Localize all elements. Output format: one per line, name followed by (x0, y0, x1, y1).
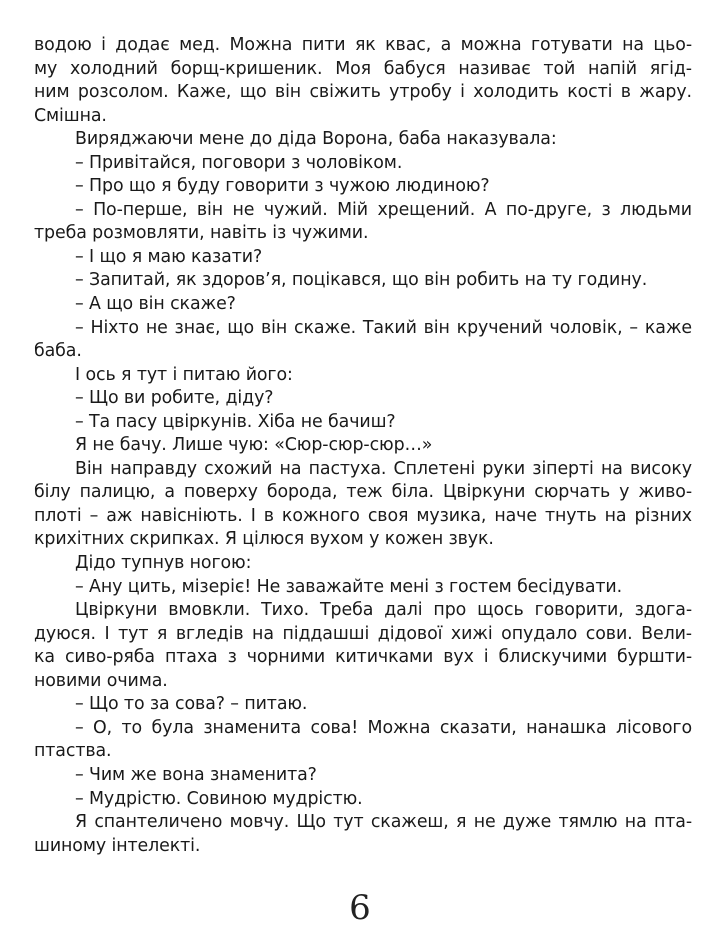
text-line: Я не бачу. Лише чую: «Сюр-сюр-сюр…» (75, 435, 433, 456)
text-line: ка сиво-ряба птаха з чорними китичками вух і блискучими буршти- (34, 647, 692, 668)
text-line: Дідо тупнув ногою: (75, 553, 252, 574)
text-line: му холодний борщ-кришеник. Моя бабуся називає той напій ягід- (34, 58, 692, 79)
text-line: треба розмовляти, навіть із чужими. (34, 223, 369, 244)
text-line: Смішна. (34, 105, 107, 126)
text-line: – Що то за сова? – питаю. (75, 694, 308, 715)
text-line: І ось я тут і питаю його: (75, 364, 293, 385)
page-text (34, 34, 692, 858)
text-line: – По-перше, він не чужий. Мій хрещений. А по-друге, з людьми (75, 199, 692, 220)
text-line: водою і додає мед. Можна пити як квас, а можна готувати на цьо- (34, 35, 692, 55)
text-line: дуюся. І тут я вгледів на піддашші дідової хижі опудало сови. Вели- (34, 623, 692, 644)
text-line: – І що я маю казати? (75, 246, 263, 267)
text-line: – Що ви робите, діду? (75, 388, 274, 409)
text-line: – Привітайся, поговори з чоловіком. (75, 152, 403, 173)
text-line: плоті – аж навісніють. І в кожного своя музика, наче тнуть на різних (34, 505, 692, 526)
text-line: білу палицю, а поверху борода, теж біла. Цвіркуни сюрчать у живо- (34, 482, 692, 503)
text-line: – Чим же вона знаменита? (75, 764, 317, 785)
page-number: 6 (349, 888, 371, 928)
text-line: Я спантеличено мовчу. Що тут скажеш, я не дуже тямлю на пта- (75, 812, 692, 833)
text-line: – Ану цить, мізеріє! Не заважайте мені з гостем бесідувати. (75, 576, 623, 597)
text-line: крихітних скрипках. Я цілюся вухом у кожен звук. (34, 529, 494, 550)
text-line: – Ніхто не знає, що він скаже. Такий він кручений чоловік, – каже (75, 317, 692, 338)
text-line: птаства. (34, 741, 112, 762)
text-line: Виряджаючи мене до діда Ворона, баба наказувала: (75, 129, 557, 150)
text-line: – О, то була знаменита сова! Можна сказати, нанашка лісового (75, 717, 692, 738)
text-line: – Мудрістю. Совиною мудрістю. (75, 788, 363, 809)
text-line: шиному інтелекті. (34, 835, 201, 856)
text-line: новими очима. (34, 670, 168, 691)
text-line: Цвіркуни вмовкли. Тихо. Треба далі про щось говорити, здога- (75, 600, 692, 621)
text-line: ним розсолом. Каже, що він свіжить утробу і холодить кості в жару. (34, 82, 692, 103)
text-line: – А що він скаже? (75, 294, 236, 315)
text-line: – Запитай, як здоров’я, поцікався, що він робить на ту годину. (75, 270, 648, 291)
text-line: – Та пасу цвіркунів. Хіба не бачиш? (75, 411, 396, 432)
text-line: Він направду схожий на пастуха. Сплетені руки зіперті на високу (75, 458, 692, 479)
text-line: баба. (34, 341, 82, 362)
text-line: – Про що я буду говорити з чужою людиною? (75, 176, 490, 197)
